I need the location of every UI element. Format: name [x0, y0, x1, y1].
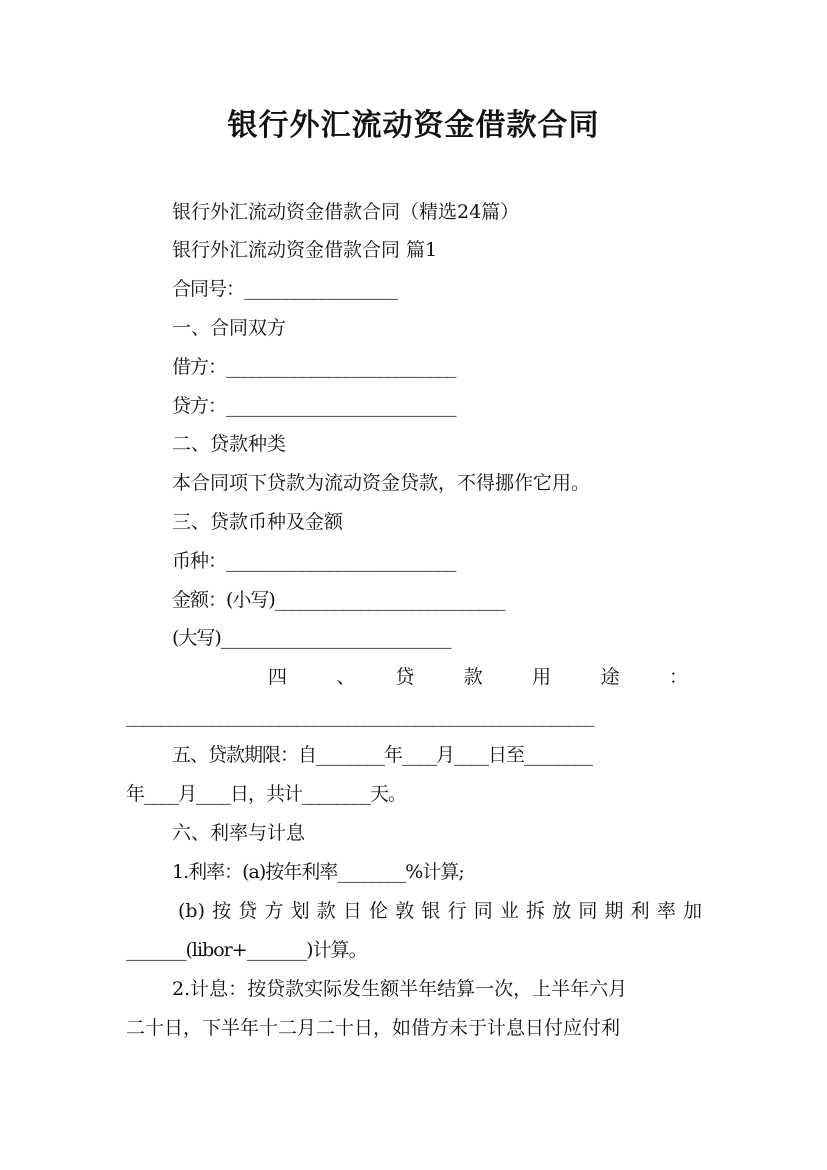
chapter-heading: 银行外汇流动资金借款合同 篇1 [172, 239, 438, 261]
rate-b-line-1: (b)按贷方划款日伦敦银行同业拆放同期利率加 [178, 900, 702, 922]
document-title: 银行外汇流动资金借款合同 [227, 108, 600, 143]
rate-a-line: 1.利率：(a)按年利率________%计算; [172, 861, 464, 883]
document-subtitle: 银行外汇流动资金借款合同（精选24篇） [172, 201, 520, 223]
loan-term-line-1: 五、贷款期限：自________年____月____日至________ [172, 744, 593, 766]
section-parties-heading: 一、合同双方 [172, 317, 287, 339]
loan-term-line-2: 年____月____日，共计________天。 [126, 783, 407, 805]
loan-type-text: 本合同项下贷款为流动资金贷款，不得挪作它用。 [172, 472, 591, 494]
rate-b-line-2: _______(libor+_______)计算。 [126, 939, 367, 961]
amount-big-line: (大写)___________________________ [172, 627, 451, 649]
purpose-blank-line: _______________________________________________________ [126, 705, 594, 727]
section-interest-heading: 六、利率与计息 [172, 822, 306, 844]
section-loan-type-heading: 二、贷款种类 [172, 433, 287, 455]
borrower-line: 借方：___________________________ [172, 356, 456, 378]
currency-line: 币种：___________________________ [172, 550, 456, 572]
section-currency-heading: 三、贷款币种及金额 [172, 511, 344, 533]
amount-small-line: 金额：(小写)___________________________ [172, 589, 505, 611]
interest-calc-line-2: 二十日，下半年十二月二十日，如借方未于计息日付应付利 [126, 1017, 621, 1039]
contract-number-line: 合同号：__________________ [172, 278, 398, 300]
interest-calc-line-1: 2.计息：按贷款实际发生额半年结算一次，上半年六月 [172, 978, 628, 1000]
section-purpose-heading: 四 、 贷 款 用 途 ： [268, 666, 688, 688]
lender-line: 贷方：___________________________ [172, 395, 456, 417]
